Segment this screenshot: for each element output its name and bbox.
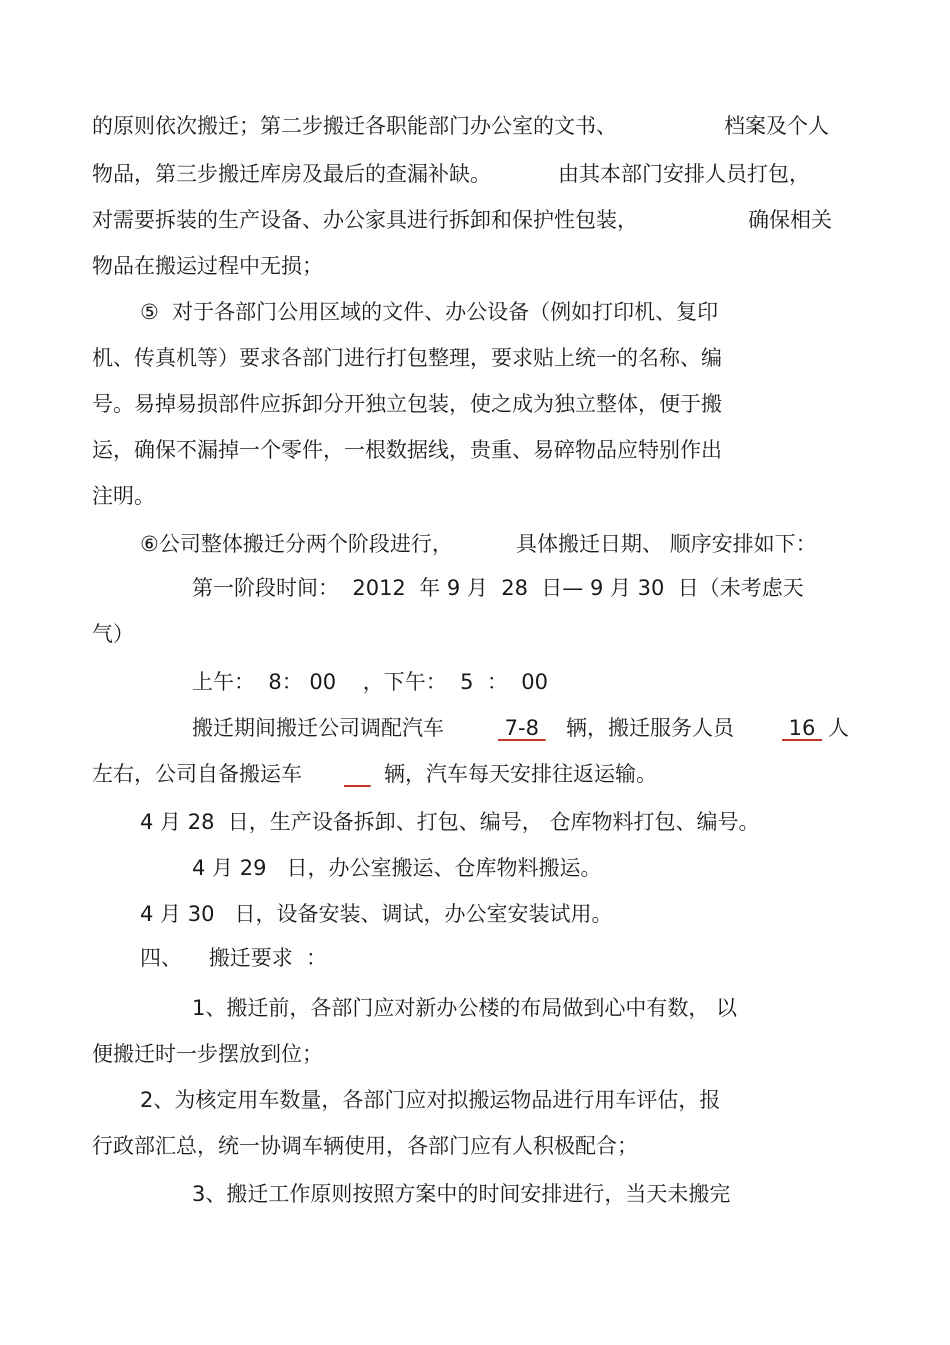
schedule-item: 4 月 28 日，生产设备拆卸、打包、编号， 仓库物料打包、编号。 <box>140 810 760 834</box>
paragraph-line: 搬迁期间搬迁公司调配汽车 <box>192 716 444 740</box>
schedule-hours: 上午： 8： 00 ，下午： 5 ： 00 <box>192 670 548 694</box>
paragraph-line: ⑥公司整体搬迁分两个阶段进行， <box>140 532 453 556</box>
own-vehicle-count-field <box>344 760 371 788</box>
paragraph-line: 人 <box>828 716 849 740</box>
vehicle-count-field: 7-8 <box>498 716 546 740</box>
paragraph-line: 行政部汇总，统一协调车辆使用，各部门应有人积极配合； <box>92 1134 638 1158</box>
paragraph-line: 辆，汽车每天安排往返运输。 <box>384 762 657 786</box>
schedule-item: 4 月 29 日，办公室搬运、仓库物料搬运。 <box>192 856 602 880</box>
paragraph-line: 辆，搬迁服务人员 <box>566 716 734 740</box>
paragraph-line: 便搬迁时一步摆放到位； <box>92 1042 323 1066</box>
paragraph-line: 物品在搬运过程中无损； <box>92 254 323 278</box>
paragraph-line: 对需要拆装的生产设备、办公家具进行拆卸和保护性包装， <box>92 208 638 232</box>
schedule-item: 4 月 30 日，设备安装、调试，办公室安装试用。 <box>140 902 613 926</box>
section-heading: 四、 搬迁要求 ： <box>140 946 328 970</box>
paragraph-line: 第一阶段时间： 2012 年 9 月 28 日— 9 月 30 日（未考虑天 <box>192 576 804 600</box>
paragraph-line: 的原则依次搬迁；第二步搬迁各职能部门办公室的文书、 <box>92 114 617 138</box>
paragraph-line: 注明。 <box>92 484 155 508</box>
paragraph-line: 号。易掉易损部件应拆卸分开独立包装，使之成为独立整体，便于搬 <box>92 392 722 416</box>
paragraph-line: ⑤ 对于各部门公用区域的文件、办公设备（例如打印机、复印 <box>140 300 719 324</box>
paragraph-line: 气） <box>92 622 134 646</box>
paragraph-line: 2、为核定用车数量，各部门应对拟搬运物品进行用车评估，报 <box>140 1088 721 1112</box>
paragraph-line: 由其本部门安排人员打包， <box>558 162 810 186</box>
paragraph-line: 1、搬迁前，各部门应对新办公楼的布局做到心中有数， 以 <box>192 996 738 1020</box>
paragraph-line: 机、传真机等）要求各部门进行打包整理，要求贴上统一的名称、编 <box>92 346 722 370</box>
staff-count-field: 16 <box>782 716 823 740</box>
paragraph-line: 具体搬迁日期、 顺序安排如下： <box>516 532 817 556</box>
paragraph-line: 运，确保不漏掉一个零件，一根数据线，贵重、易碎物品应特别作出 <box>92 438 722 462</box>
paragraph-line: 档案及个人 <box>724 114 829 138</box>
paragraph-line: 3、搬迁工作原则按照方案中的时间安排进行，当天未搬完 <box>192 1182 731 1206</box>
paragraph-line: 左右，公司自备搬运车 <box>92 762 302 786</box>
paragraph-line: 确保相关 <box>748 208 832 232</box>
paragraph-line: 物品，第三步搬迁库房及最后的查漏补缺。 <box>92 162 491 186</box>
